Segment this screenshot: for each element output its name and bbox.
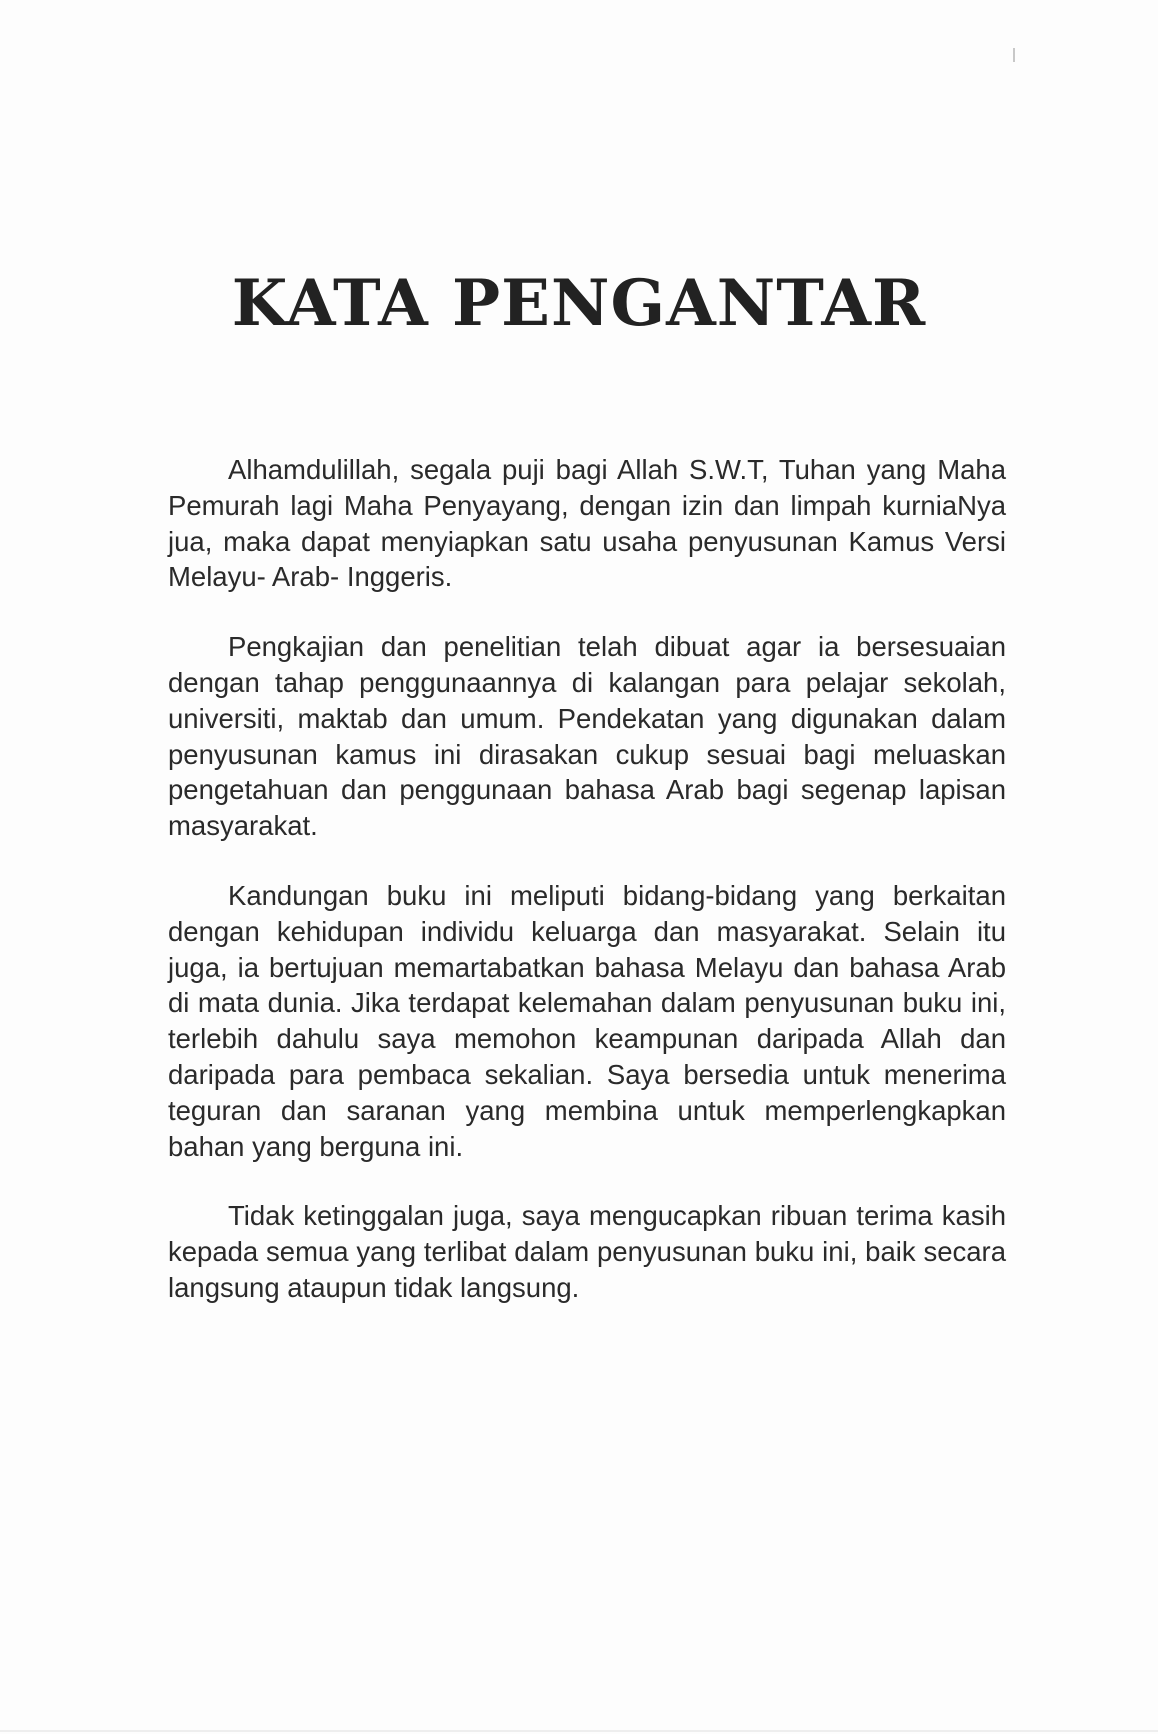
preface-body: [168, 452, 1006, 1340]
paragraph-2: Pengkajian dan penelitian telah dibuat agar ia bersesuaian dengan tahap penggunaannya di kalangan para pelajar sekolah, universiti, maktab dan umum. Pendekatan yang digunakan dalam penyusunan kamus ini dirasakan cukup sesuai bagi meluaskan pengetahuan dan penggunaan bahasa Arab bagi segenap lapisan masyarakat.: [168, 631, 1006, 842]
paragraph-3: Kandungan buku ini meliputi bidang-bidang yang berkaitan dengan kehidupan individu keluarga dan masyarakat. Selain itu juga, ia bertujuan memartabatkan bahasa Melayu dan bahasa Arab di mata dunia. Jika terdapat kelemahan dalam penyusunan buku ini, terlebih dahulu saya memohon keampunan daripada Allah dan daripada para pembaca sekalian. Saya bersedia untuk menerima teguran dan saranan yang membina untuk memperlengkapkan bahan yang berguna ini.: [168, 879, 1006, 1162]
page-title: KATA PENGANTAR: [231, 266, 927, 341]
paragraph-1: Alhamdulillah, segala puji bagi Allah S.W.T, Tuhan yang Maha Pemurah lagi Maha Penyayang, dengan izin dan limpah kurniaNya jua, maka dapat menyiapkan satu usaha penyusunan Kamus Versi Melayu- Arab- Inggeris.: [168, 454, 1006, 593]
page-edge: [0, 1730, 1158, 1732]
paragraph-4: Tidak ketinggalan juga, saya mengucapkan ribuan terima kasih kepada semua yang terlibat dalam penyusunan buku ini, baik secara langsung ataupun tidak langsung.: [168, 1200, 1006, 1303]
scan-artifact: [1013, 48, 1015, 62]
